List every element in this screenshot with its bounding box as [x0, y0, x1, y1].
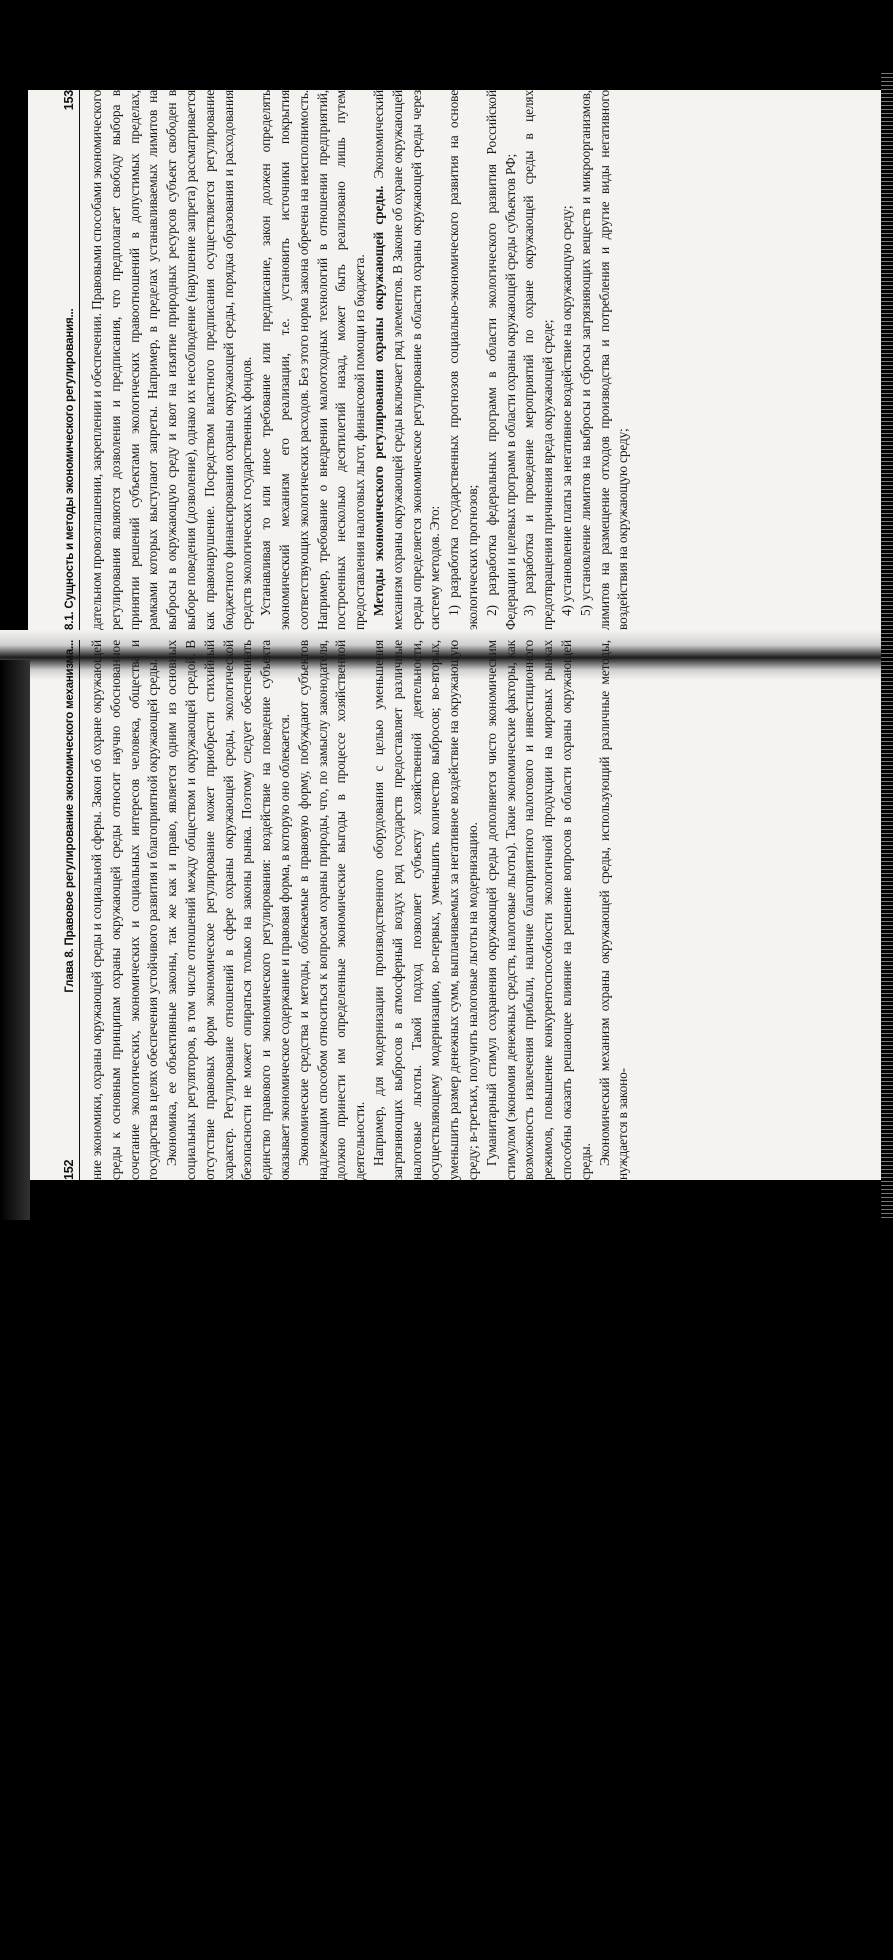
scan-edge-right [881, 70, 893, 1220]
section-heading: Методы экономического регулирования охраны окружающей среды. [370, 185, 386, 616]
right-section-title: 8.1. Сущность и методы экономического регулирования... [64, 308, 76, 630]
paragraph: Экономика, ее объективные законы, так же как и право, является одним из основных социальных регуляторов, в том числе отношений между обществом и окружающей средой. В отсутствие правовых форм экономическое регулирование может приобрести стихийный характер. Регулирование отношений в сфере охраны окружающей среды, экологической безопасности не может опираться только на законы рынка. Поэтому следует обеспечивать единство правового и экономического регулирования: воздействие на поведение субъекта оказывает экономическое содержание и правовая форма, в которую оно облекается. [164, 640, 292, 1180]
left-chapter-title: Глава 8. Правовое регулирование экономического механизма... [64, 640, 76, 993]
paragraph-with-heading [370, 90, 445, 630]
scan-edge-left [0, 660, 30, 1220]
paragraph: дательном провозглашении, закреплении и обеспечении. Правовыми способами экономического регулирования являются дозволения и предписания, что предполагает свободу выбора в принятии решений субъектами экологических правоотношений в допустимых пределах, рамками которых выступают запреты. Например, в пределах устанавливаемых лимитов на выбросы в окружающую среду и квот на изъятие природных ресурсов субъект свободен в выборе поведения (дозволение), однако их несоблюдение (нарушение запрета) рассматривается как правонарушение. Посредством властного предписания осуществляется регулирование бюджетного финансирования охраны окружающей среды, порядка образования и расходования средств экологических государственных фондов. [89, 90, 255, 630]
right-page-text [88, 90, 633, 630]
paragraph: ние экономики, охраны окружающей среды и социальной сферы. Закон об охране окружающей среды к основным принципам охраны окружающей среды относит научно обоснованное сочетание экологических, экономических и социальных интересов человека, общества и государства в целях обеспечения устойчивого развития и благоприятной окружающей среды. [89, 640, 161, 1180]
paragraph-text: Экономический механизм охраны окружающей среды включает ряд элементов. В Законе об охране окружающей среды определяется экономическое регулирование в области охраны окружающей среды через систему методов. Это: [370, 90, 443, 630]
paragraph: Экономические средства и методы, облекаемые в правовую форму, побуждают субъектов надлежащим способом относиться к вопросам охраны природы, что, по замыслу законодателя, должно принести им определенные экономические выгоды в процессе хозяйственной деятельности. [295, 640, 368, 1180]
paragraph: Экономический механизм охраны окружающей среды, использующий различные методы, нуждается в законо- [596, 640, 631, 1180]
right-page-number: 153 [62, 90, 76, 111]
list-item: 2) разработка федеральных программ в области экологического развития Российской Федерации и целевых программ в области охраны окружающей среды субъектов РФ; [483, 90, 518, 630]
left-page-number: 152 [62, 1159, 76, 1180]
list-item: 4) установление платы за негативное воздействие на окружающую среду; [558, 205, 574, 616]
list-item: 5) установление лимитов на выбросы и сбросы загрязняющих веществ и микроорганизмов, лимитов на размещение отходов производства и потребления и другие виды негативного воздействия на окружающую среду; [577, 90, 631, 630]
right-running-head [60, 90, 80, 630]
paragraph: Гуманитарный стимул сохранения окружающей среды дополняется чисто экономическим стимулом (экономия денежных средств, налоговые льготы). Такие экономические факторы, как возможность извлечения прибыли, наличие благоприятного налогового и инвестиционного режимов, повышение конкурентоспособности экологичной продукции на мировых рынках способны оказать решающее влияние на решение вопросов в области охраны окружающей среды. [483, 640, 593, 1180]
paragraph: Например, для модернизации производственного оборудования с целью уменьшения загрязняющих выбросов в атмосферный воздух ряд государств предоставляет различные налоговые льготы. Такой подход позволяет субъекту хозяйственной деятельности, осуществляющему модернизацию, во-первых, уменьшить количество выбросов; во-вторых, уменьшить размер денежных сумм, выплачиваемых за негативное воздействие на окружающую среду; в-третьих, получить налоговые льготы на модернизацию. [370, 640, 480, 1180]
list-item: 3) разработка и проведение мероприятий по охране окружающей среды в целях предотвращения причинения вреда окружающей среде; [521, 90, 556, 630]
paragraph: Устанавливая то или иное требование или предписание, закон должен определять экономический механизм его реализации, т.е. установить источники покрытия соответствующих экологических расходов. Без этого норма закона обречена на неисполнимость. Например, требование о внедрении малоотходных технологий в отношении предприятий, построенных несколько десятилетий назад, может быть реализовано лишь путем предоставления налоговых льгот, финансовой помощи из бюджета. [258, 90, 368, 630]
list-item: 1) разработка государственных прогнозов социально-экономического развития на основе экологических прогнозов; [446, 90, 480, 630]
